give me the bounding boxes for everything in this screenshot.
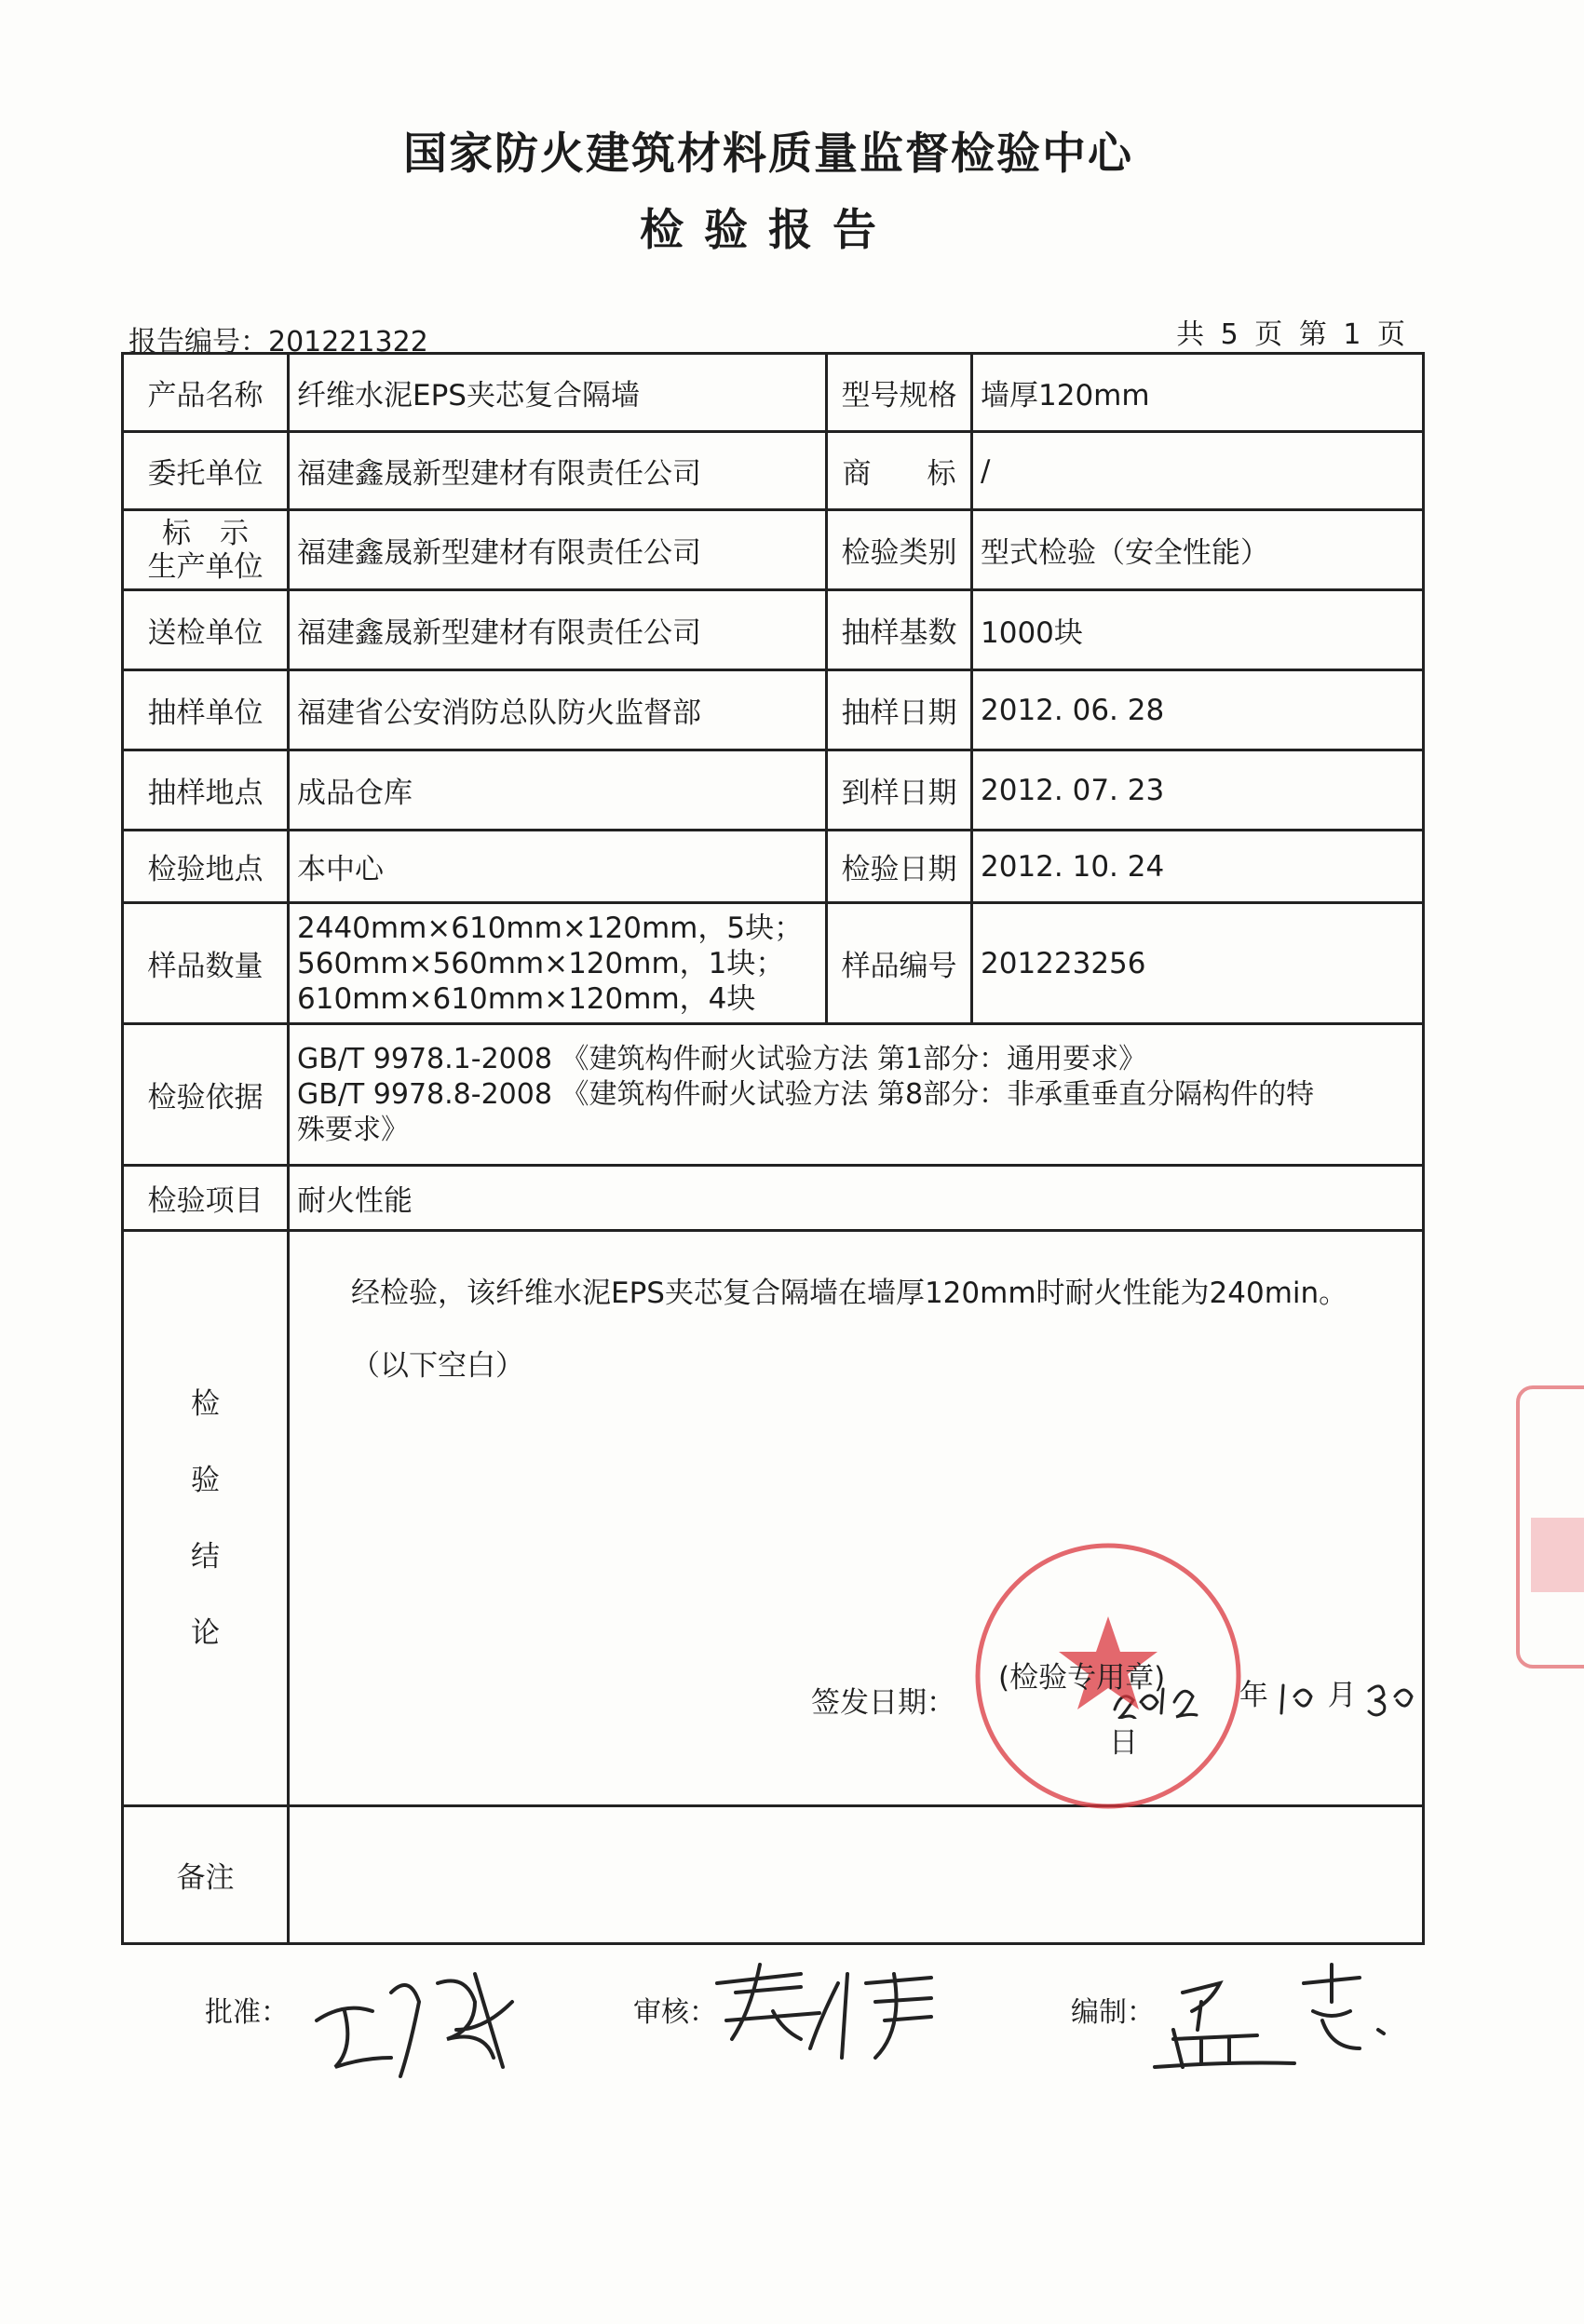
sample-base-label: 抽样基数 [827, 590, 972, 670]
test-site-value: 本中心 [289, 831, 827, 903]
test-date-label: 检验日期 [827, 831, 972, 903]
trademark-value: / [972, 432, 1424, 510]
product-name-value: 纤维水泥EPS夹芯复合隔墙 [289, 354, 827, 432]
org-title: 国家防火建筑材料质量监督检验中心 [403, 128, 1133, 180]
trademark-label-b: 标 [927, 457, 956, 491]
conclusion-label-char: 验 [191, 1463, 220, 1497]
month-char: 月 [1327, 1679, 1357, 1712]
issue-date-label: 签发日期： [811, 1686, 955, 1720]
sample-date-label: 抽样日期 [827, 670, 972, 750]
arrival-date-label: 到样日期 [827, 750, 972, 831]
table-row [123, 670, 1424, 750]
handwritten-day [1365, 1676, 1419, 1719]
basis-line: GB/T 9978.8-2008 《建筑构件耐火试验方法 第8部分：非承重垂直分隔构件的特 [297, 1077, 1315, 1111]
sample-no-value: 201223256 [972, 903, 1424, 1024]
table-row [123, 510, 1424, 590]
qty-line: 610mm×610mm×120mm，4块 [297, 981, 756, 1016]
qty-line: 560mm×560mm×120mm，1块； [297, 946, 785, 980]
test-type-value: 型式检验（安全性能） [972, 510, 1424, 590]
table-row [123, 1166, 1424, 1231]
sample-date-value: 2012. 06. 28 [972, 670, 1424, 750]
basis-line: GB/T 9978.1-2008 《建筑构件耐火试验方法 第1部分：通用要求》 [297, 1042, 1147, 1075]
report-number: 报告编号：201221322 [129, 326, 428, 358]
model-label: 型号规格 [827, 354, 972, 432]
basis-line: 殊要求》 [297, 1113, 409, 1146]
table-row [123, 750, 1424, 831]
basis-label: 检验依据 [123, 1024, 289, 1166]
test-site-label: 检验地点 [123, 831, 289, 903]
qty-value [289, 903, 827, 1024]
year-char: 年 [1239, 1679, 1268, 1712]
table-row [123, 903, 1424, 1024]
conclusion-label-char: 结 [191, 1539, 220, 1574]
trademark-label [827, 432, 972, 510]
conclusion-label-char: 检 [191, 1386, 220, 1421]
approve-label: 批准： [205, 1996, 289, 2029]
sampler-label: 抽样单位 [123, 670, 289, 750]
trademark-label-a: 商 [842, 457, 872, 491]
manufacturer-label-line1: 标 示 [162, 516, 249, 550]
remarks-value [289, 1806, 1424, 1944]
compile-signature [1136, 1955, 1415, 2076]
doc-title: 检验报告 [640, 205, 897, 256]
product-name-label: 产品名称 [123, 354, 289, 432]
table-row [123, 1806, 1424, 1944]
conclusion-cell [289, 1231, 1424, 1806]
sample-no-label: 样品编号 [827, 903, 972, 1024]
conclusion-label-char: 论 [191, 1615, 220, 1650]
conclusion-text: 经检验，该纤维水泥EPS夹芯复合隔墙在墙厚120mm时耐火性能为240min。 [351, 1277, 1348, 1310]
edge-seal-fragment [1490, 1369, 1584, 1676]
page-count: 共 5 页 第 1 页 [1176, 318, 1409, 351]
sample-base-value: 1000块 [972, 590, 1424, 670]
review-label: 审核： [633, 1996, 717, 2029]
arrival-date-value: 2012. 07. 23 [972, 750, 1424, 831]
client-value: 福建鑫晟新型建材有限责任公司 [289, 432, 827, 510]
test-date-value: 2012. 10. 24 [972, 831, 1424, 903]
remarks-label: 备注 [123, 1806, 289, 1944]
test-type-label: 检验类别 [827, 510, 972, 590]
table-row [123, 354, 1424, 432]
manufacturer-label-line2: 生产单位 [147, 549, 264, 584]
day-char: 日 [1109, 1725, 1138, 1760]
compile-label: 编制： [1071, 1996, 1155, 2029]
table-row [123, 432, 1424, 510]
client-label: 委托单位 [123, 432, 289, 510]
review-signature [708, 1955, 950, 2067]
sample-site-label: 抽样地点 [123, 750, 289, 831]
sampler-value: 福建省公安消防总队防火监督部 [289, 670, 827, 750]
table-row [123, 1024, 1424, 1166]
table-row [123, 590, 1424, 670]
basis-value [289, 1024, 1424, 1166]
items-value: 耐火性能 [289, 1166, 1424, 1231]
stamp-label: (检验专用章) [998, 1661, 1166, 1695]
items-label: 检验项目 [123, 1166, 289, 1231]
sample-site-value: 成品仓库 [289, 750, 827, 831]
submitter-label: 送检单位 [123, 590, 289, 670]
manufacturer-label [123, 510, 289, 590]
qty-line: 2440mm×610mm×120mm，5块； [297, 911, 804, 945]
table-row [123, 831, 1424, 903]
approve-signature [298, 1955, 531, 2095]
conclusion-label [123, 1231, 289, 1806]
blank-note: （以下空白） [351, 1349, 524, 1383]
model-value: 墙厚120mm [972, 354, 1424, 432]
manufacturer-value: 福建鑫晟新型建材有限责任公司 [289, 510, 827, 590]
submitter-value: 福建鑫晟新型建材有限责任公司 [289, 590, 827, 670]
qty-label: 样品数量 [123, 903, 289, 1024]
handwritten-month [1278, 1676, 1319, 1719]
